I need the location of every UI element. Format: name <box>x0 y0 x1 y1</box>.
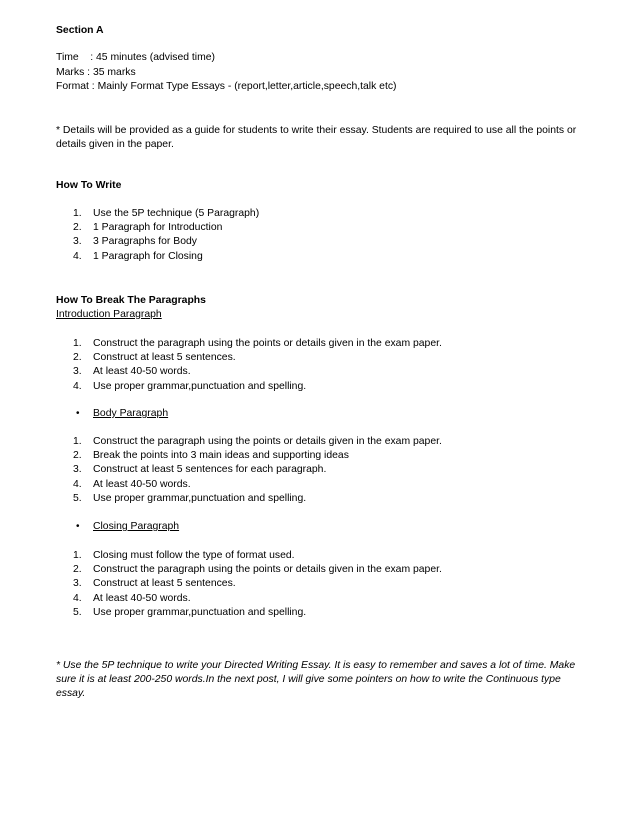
break-paragraphs-heading: How To Break The Paragraphs <box>56 295 206 306</box>
list-item: 1. Construct the paragraph using the points or details given in the exam paper. <box>73 338 442 349</box>
format-line: Format : Mainly Format Type Essays - (report,letter,article,speech,talk etc) <box>56 81 397 92</box>
list-item: 5. Use proper grammar,punctuation and spelling. <box>73 492 307 504</box>
list-item: 4. At least 40-50 words. <box>73 478 191 490</box>
list-item: 3. At least 40-50 words. <box>73 366 191 378</box>
list-item: 4. 1 Paragraph for Closing <box>73 250 203 262</box>
list-item: 1. Construct the paragraph using the points or details given in the exam paper. <box>73 436 442 447</box>
how-to-write-heading: How To Write <box>56 180 122 191</box>
list-item: 2. 1 Paragraph for Introduction <box>73 222 223 234</box>
list-item: 5. Use proper grammar,punctuation and spelling. <box>73 606 307 618</box>
footer-note: * Use the 5P technique to write your Directed Writing Essay. It is easy to remember and saves a lot of time. Make sure it is at least 200-250 words.In the next post, I will give some pointers on how to write the Continuous type essay. <box>56 660 576 700</box>
details-note: * Details will be provided as a guide for students to write their essay. Students are required to use all the points or details given in the paper. <box>56 125 577 151</box>
how-to-write-list <box>56 207 259 264</box>
body-list <box>56 435 442 506</box>
list-item: 3. Construct at least 5 sentences for each paragraph. <box>73 464 327 476</box>
body-paragraph-bullet <box>56 407 168 421</box>
body-paragraph-heading: Body Paragraph <box>93 408 169 419</box>
list-item: 2. Construct the paragraph using the points or details given in the exam paper. <box>73 564 442 576</box>
list-item: 2. Construct at least 5 sentences. <box>73 352 236 364</box>
list-item: 3. 3 Paragraphs for Body <box>73 236 197 248</box>
introduction-list <box>56 337 442 394</box>
closing-paragraph-heading: Closing Paragraph <box>93 521 180 532</box>
list-item: 1. Use the 5P technique (5 Paragraph) <box>73 208 260 219</box>
closing-paragraph-bullet <box>56 520 179 534</box>
section-title: Section A <box>56 25 104 36</box>
list-item: 4. Use proper grammar,punctuation and spelling. <box>73 380 307 392</box>
introduction-paragraph-heading: Introduction Paragraph <box>56 309 162 320</box>
list-item: 4. At least 40-50 words. <box>73 592 191 604</box>
bullet-icon: • <box>76 408 80 419</box>
closing-list <box>56 549 442 620</box>
time-line: Time : 45 minutes (advised time) <box>56 52 215 63</box>
list-item: 2. Break the points into 3 main ideas and supporting ideas <box>73 450 349 462</box>
bullet-icon: • <box>76 521 80 532</box>
list-item: 3. Construct at least 5 sentences. <box>73 578 236 590</box>
list-item: 1. Closing must follow the type of format used. <box>73 550 295 561</box>
marks-line: Marks : 35 marks <box>56 67 136 78</box>
